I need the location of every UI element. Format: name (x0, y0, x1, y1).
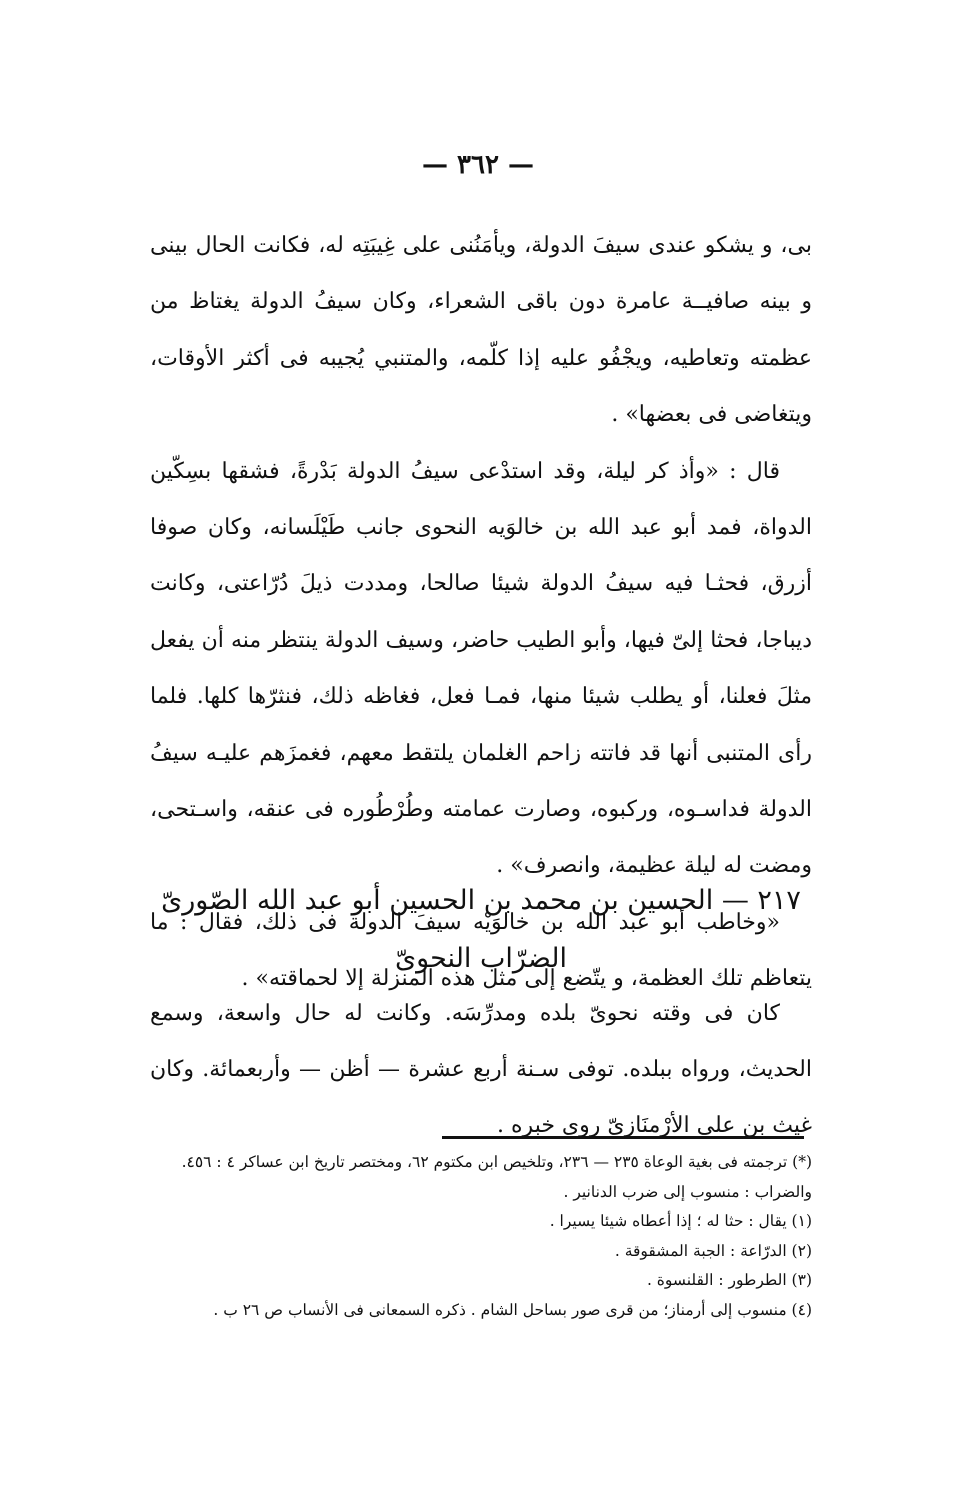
footnote-4: (٤) منسوب إلى أرمناز؛ من قرى صور بساحل الشام . ذكره السمعانى فى الأنساب ص ٢٦ ب . (213, 1300, 812, 1319)
footnote-separator (442, 1136, 804, 1139)
footnote-2: (٢) الدرّاعة : الجبة المشقوقة . (614, 1241, 812, 1260)
entry-heading-line-1: ٢١٧ — الحسين بن محمد بن الحسين أبو عبد الله الصّورىّ (161, 885, 801, 916)
paragraph-3: «وخاطب أبو عبد الله بن خالوَيْه سيفَ الدولة فى ذلك، فقال : ما يتعاظم تلك العظمة، و يتّضع إلى مثل هذه المنزلة إلا لحماقته» . (150, 909, 812, 992)
page-number: — ٣٦٢ — (421, 150, 535, 180)
paragraph-1: بى، و يشكو عندى سيفَ الدولة، ويأمَنُنى على غِيبَتِه له، فكانت الحال بينى و بينه صافيــة عامرة دون باقى الشعراء، وكان سيفُ الدولة يغتاظ من عظمته وتعاطيه، ويجْفُو عليه إذا كلّمه، والمتنبي يُجيبه فى أكثر الأوقات، ويتغاضى فى بعضها» . (150, 233, 812, 428)
entry-body: كان فى وقته نحوىّ بلده ومدرِّسَه. وكانت له حال واسعة، وسمع الحديث، ورواه ببلده. توفى سـنة أربع عشرة — أظن — وأربعمائة. وكان غيث بن على الأرْمنَازىّ روى خبره . (150, 1001, 812, 1138)
footnotes (150, 1148, 812, 1325)
footnote-star: (*) ترجمته فى بغية الوعاة ٢٣٥ — ٢٣٦، وتلخيص ابن مكتوم ٦٢، ومختصر تاريخ ابن عساكر ٤ : ٤٥٦. والضراب : منسوب إلى ضرب الدنانير . (181, 1153, 812, 1201)
paragraph-2: قال : «وأذ كر ليلة، وقد استدْعى سيفُ الدولة بَدْرةً، فشقها بسِكّين الدواة، فمد أبو عبد الله بن خالوَيه النحوى جانب طَيْلَسانه، وكان صوفا أزرق، فحثـا فيه سيفُ الدولة شيئا صالحا، ومددت ذيلَ دُرّاعتى، وكانت ديباجا، فحثا إلىّ فيها، وأبو الطيب حاضر، وسيف الدولة ينتظر منه أن يفعل مثلَ فعلنا، أو يطلب شيئا منها، فمـا فعل، فغاظه ذلك، فنثرّها كلها. فلما رأى المتنبى أنها قد فاتته زاحم الغلمان يلتقط معهم، فغمزَهم عليـه سيفُ الدولة فداسـوه، وركبوه، وصارت عمامته وطُرْطُوره فى عنقه، واسـتحى، ومضت له ليلة عظيمة، وانصرف» . (150, 458, 813, 879)
footnote-1: (١) يقال : حثا له ؛ إذا أعطاه شيئا يسيرا . (549, 1212, 812, 1230)
footnote-3: (٣) الطرطور : القلنسوة . (646, 1271, 812, 1289)
entry-heading-line-2: الضرّاب النحوىّ (395, 943, 567, 974)
entry-heading (150, 872, 812, 988)
